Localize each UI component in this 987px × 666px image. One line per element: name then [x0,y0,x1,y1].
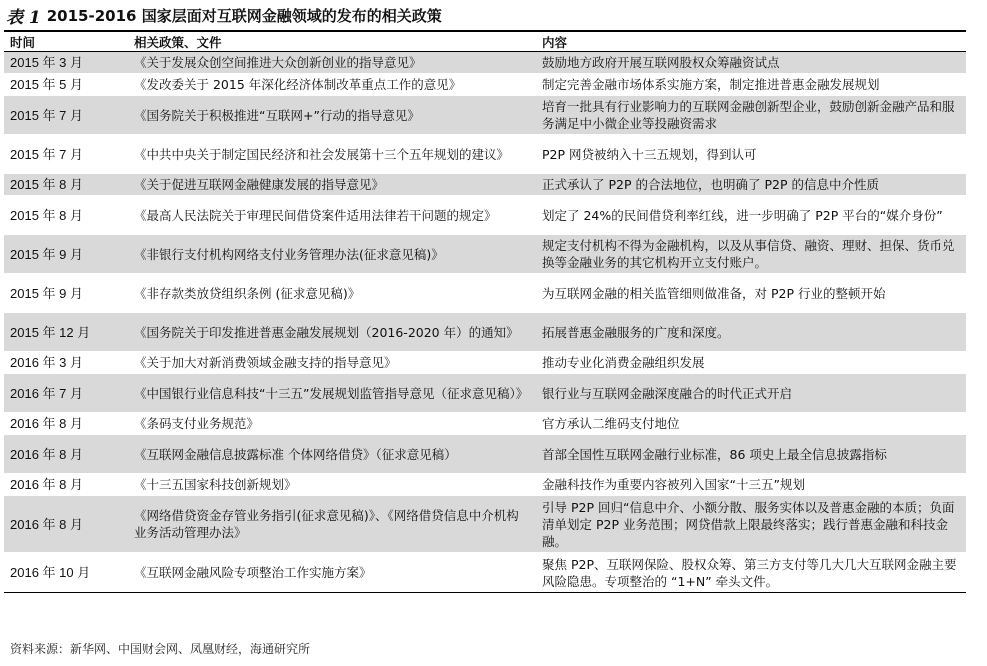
table-row [4,352,966,374]
cell-date: 2016 年 8 月 [4,496,128,553]
table-row [4,413,966,435]
policy-table [4,30,966,593]
table-row [4,174,966,196]
cell-date: 2015 年 12 月 [4,313,128,352]
cell-content: P2P 网贷被纳入十三五规划，得到认可 [536,135,966,174]
cell-policy: 《发改委关于 2015 年深化经济体制改革重点工作的意见》 [128,74,536,96]
table-row [4,96,966,135]
table-row [4,553,966,593]
cell-content: 拓展普惠金融服务的广度和深度。 [536,313,966,352]
cell-date: 2015 年 9 月 [4,235,128,274]
cell-policy: 《互联网金融风险专项整治工作实施方案》 [128,553,536,593]
table-title [6,2,442,28]
cell-content: 金融科技作为重要内容被列入国家“十三五”规划 [536,474,966,496]
table-number: 表 1 [6,7,41,28]
cell-policy: 《国务院关于积极推进“互联网+”行动的指导意见》 [128,96,536,135]
cell-policy: 《关于加大对新消费领域金融支持的指导意见》 [128,352,536,374]
cell-date: 2015 年 9 月 [4,274,128,313]
table-row [4,235,966,274]
column-header-policy: 相关政策、文件 [128,31,536,52]
cell-date: 2016 年 8 月 [4,474,128,496]
table-row [4,74,966,96]
cell-date: 2016 年 3 月 [4,352,128,374]
cell-policy: 《条码支付业务规范》 [128,413,536,435]
header-row [4,31,966,52]
cell-date: 2015 年 7 月 [4,135,128,174]
cell-policy: 《国务院关于印发推进普惠金融发展规划（2016-2020 年）的通知》 [128,313,536,352]
cell-policy: 《最高人民法院关于审理民间借贷案件适用法律若干问题的规定》 [128,196,536,235]
table-row [4,435,966,474]
table-row [4,274,966,313]
cell-policy: 《中共中央关于制定国民经济和社会发展第十三个五年规划的建议》 [128,135,536,174]
cell-content: 正式承认了 P2P 的合法地位，也明确了 P2P 的信息中介性质 [536,174,966,196]
cell-content: 鼓励地方政府开展互联网股权众筹融资试点 [536,52,966,74]
cell-content: 推动专业化消费金融组织发展 [536,352,966,374]
cell-policy: 《非存款类放贷组织条例 (征求意见稿)》 [128,274,536,313]
cell-policy: 《关于发展众创空间推进大众创新创业的指导意见》 [128,52,536,74]
cell-date: 2016 年 8 月 [4,435,128,474]
source-note: 资料来源：新华网、中国财会网、凤凰财经，海通研究所 [10,642,311,656]
table-row [4,135,966,174]
table-row [4,52,966,74]
table-row [4,496,966,553]
cell-content: 培育一批具有行业影响力的互联网金融创新型企业，鼓励创新金融产品和服务满足中小微企业等投融资需求 [536,96,966,135]
cell-date: 2016 年 10 月 [4,553,128,593]
table-row [4,196,966,235]
cell-content: 为互联网金融的相关监管细则做准备，对 P2P 行业的整顿开始 [536,274,966,313]
table-title-text: 2015-2016 国家层面对互联网金融领域的发布的相关政策 [46,6,442,25]
cell-date: 2016 年 7 月 [4,374,128,413]
cell-date: 2015 年 7 月 [4,96,128,135]
cell-date: 2015 年 8 月 [4,196,128,235]
table-row [4,474,966,496]
cell-date: 2015 年 8 月 [4,174,128,196]
cell-content: 官方承认二维码支付地位 [536,413,966,435]
table-row [4,313,966,352]
cell-policy: 《网络借贷资金存管业务指引(征求意见稿)》、《网络借贷信息中介机构业务活动管理办法》 [128,496,536,553]
cell-policy: 《关于促进互联网金融健康发展的指导意见》 [128,174,536,196]
cell-date: 2015 年 3 月 [4,52,128,74]
cell-policy: 《十三五国家科技创新规划》 [128,474,536,496]
cell-date: 2016 年 8 月 [4,413,128,435]
cell-content: 划定了 24%的民间借贷利率红线，进一步明确了 P2P 平台的“媒介身份” [536,196,966,235]
cell-content: 制定完善金融市场体系实施方案，制定推进普惠金融发展规划 [536,74,966,96]
cell-content: 聚焦 P2P、互联网保险、股权众筹、第三方支付等几大几大互联网金融主要风险隐患。专项整治的 “1+N” 牵头文件。 [536,553,966,593]
cell-content: 规定支付机构不得为金融机构，以及从事信贷、融资、理财、担保、货币兑换等金融业务的其它机构开立支付账户。 [536,235,966,274]
cell-policy: 《中国银行业信息科技“十三五”发展规划监管指导意见（征求意见稿）》 [128,374,536,413]
cell-policy: 《互联网金融信息披露标准 个体网络借贷》（征求意见稿） [128,435,536,474]
table-row [4,374,966,413]
cell-date: 2015 年 5 月 [4,74,128,96]
column-header-content: 内容 [536,31,966,52]
column-header-date: 时间 [4,31,128,52]
cell-policy: 《非银行支付机构网络支付业务管理办法(征求意见稿)》 [128,235,536,274]
cell-content: 引导 P2P 回归“信息中介、小额分散、服务实体以及普惠金融的本质；负面清单划定 P2P 业务范围；网贷借款上限最终落实；践行普惠金融和科技金融。 [536,496,966,553]
cell-content: 首部全国性互联网金融行业标准，86 项史上最全信息披露指标 [536,435,966,474]
cell-content: 银行业与互联网金融深度融合的时代正式开启 [536,374,966,413]
